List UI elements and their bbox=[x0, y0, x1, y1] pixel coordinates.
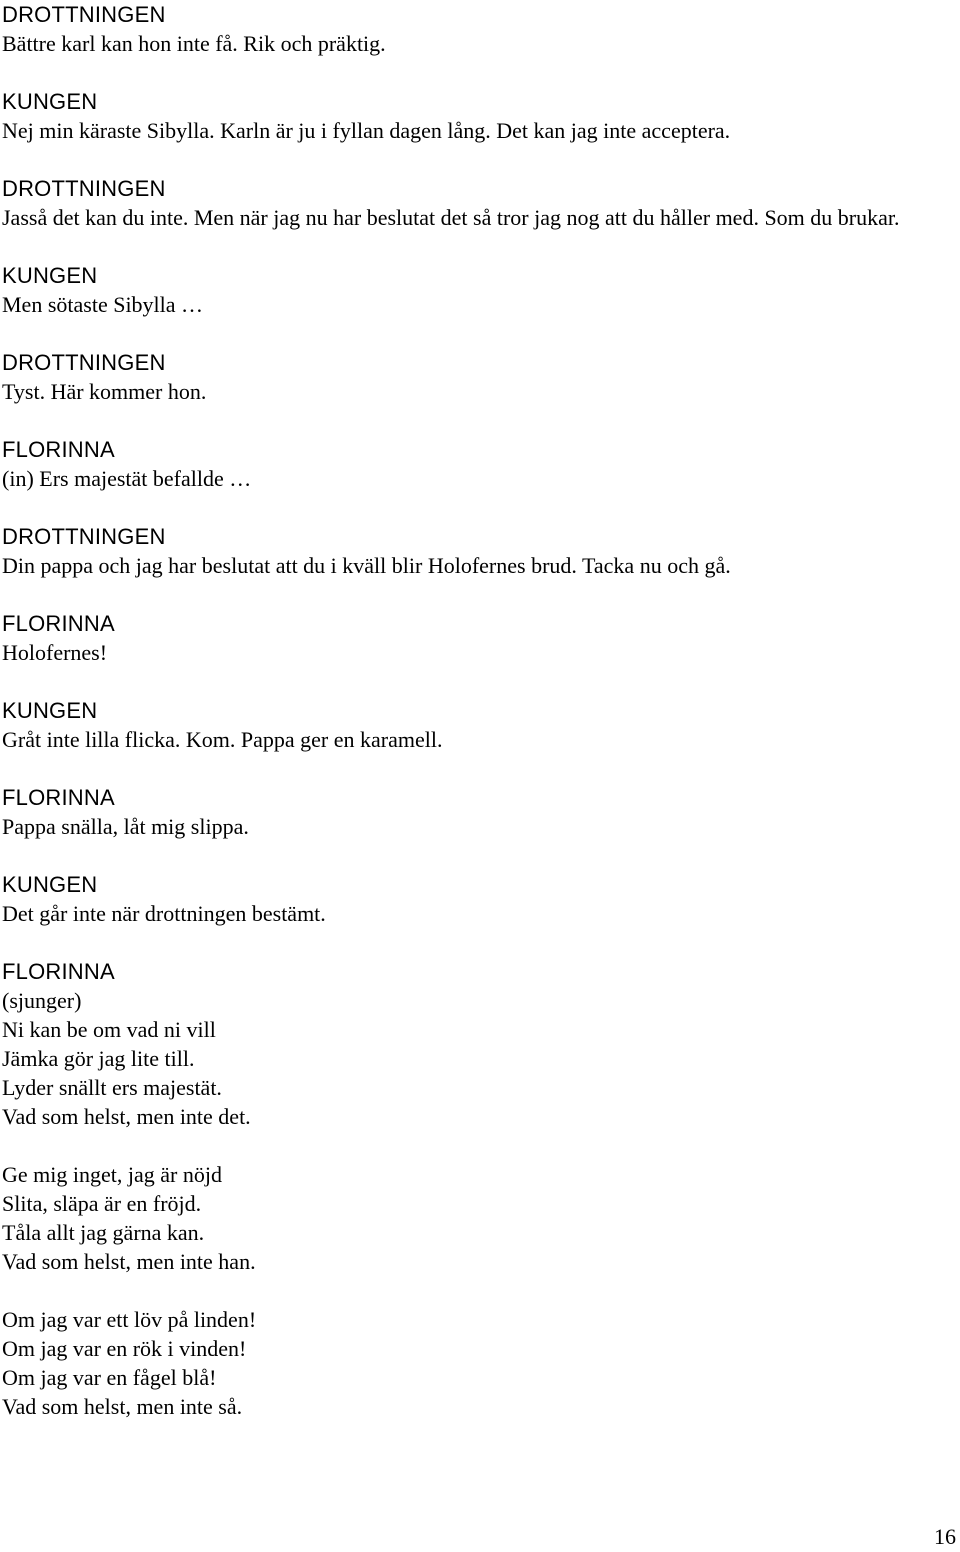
speaker-name: KUNGEN bbox=[2, 698, 98, 723]
song-line: Om jag var ett löv på linden! bbox=[2, 1307, 257, 1332]
song-line: Om jag var en rök i vinden! bbox=[2, 1336, 247, 1361]
song-stanza bbox=[2, 1160, 957, 1276]
script-text bbox=[2, 0, 957, 1450]
song-line: Vad som helst, men inte det. bbox=[2, 1104, 251, 1129]
dialogue-line: Holofernes! bbox=[2, 640, 108, 665]
song-stanza bbox=[2, 1015, 957, 1131]
dialogue-line: Men sötaste Sibylla … bbox=[2, 292, 204, 317]
dialogue-line: (in) Ers majestät befallde … bbox=[2, 466, 252, 491]
dialogue-line: Nej min käraste Sibylla. Karln är ju i fyllan dagen lång. Det kan jag inte acceptera. bbox=[2, 118, 731, 143]
stage-direction: (sjunger) bbox=[2, 988, 82, 1013]
speaker-name: DROTTNINGEN bbox=[2, 2, 166, 27]
dialogue-line: Jasså det kan du inte. Men när jag nu har beslutat det så tror jag nog att du håller med. Som du brukar. bbox=[2, 205, 900, 230]
speaker-name: FLORINNA bbox=[2, 959, 115, 984]
song-block bbox=[2, 957, 957, 1421]
dialogue-block bbox=[2, 783, 957, 841]
speaker-name: DROTTNINGEN bbox=[2, 176, 166, 201]
dialogue-line: Det går inte när drottningen bestämt. bbox=[2, 901, 326, 926]
dialogue-line: Din pappa och jag har beslutat att du i kväll blir Holofernes brud. Tacka nu och gå. bbox=[2, 553, 731, 578]
speaker-name: KUNGEN bbox=[2, 263, 98, 288]
song-line: Lyder snällt ers majestät. bbox=[2, 1075, 222, 1100]
speaker-name: DROTTNINGEN bbox=[2, 524, 166, 549]
song-line: Vad som helst, men inte han. bbox=[2, 1249, 256, 1274]
dialogue-line: Bättre karl kan hon inte få. Rik och präktig. bbox=[2, 31, 386, 56]
song-stanza bbox=[2, 1305, 957, 1421]
song-line: Ni kan be om vad ni vill bbox=[2, 1017, 216, 1042]
dialogue-block bbox=[2, 87, 957, 145]
speaker-name: KUNGEN bbox=[2, 89, 98, 114]
dialogue-line: Pappa snälla, låt mig slippa. bbox=[2, 814, 249, 839]
dialogue-block bbox=[2, 435, 957, 493]
dialogue-block bbox=[2, 870, 957, 928]
dialogue-block bbox=[2, 609, 957, 667]
dialogue-block bbox=[2, 348, 957, 406]
dialogue-line: Gråt inte lilla flicka. Kom. Pappa ger en karamell. bbox=[2, 727, 443, 752]
dialogue-line: Tyst. Här kommer hon. bbox=[2, 379, 207, 404]
song-line: Om jag var en fågel blå! bbox=[2, 1365, 217, 1390]
speaker-name: FLORINNA bbox=[2, 611, 115, 636]
dialogue-block bbox=[2, 174, 957, 232]
dialogue-block bbox=[2, 696, 957, 754]
dialogue-block bbox=[2, 261, 957, 319]
speaker-name: KUNGEN bbox=[2, 872, 98, 897]
dialogue-block bbox=[2, 0, 957, 58]
speaker-name: DROTTNINGEN bbox=[2, 350, 166, 375]
page-number: 16 bbox=[934, 1524, 956, 1549]
speaker-name: FLORINNA bbox=[2, 437, 115, 462]
song-line: Ge mig inget, jag är nöjd bbox=[2, 1162, 222, 1187]
dialogue-block bbox=[2, 522, 957, 580]
song-line: Vad som helst, men inte så. bbox=[2, 1394, 243, 1419]
song-line: Jämka gör jag lite till. bbox=[2, 1046, 195, 1071]
speaker-name: FLORINNA bbox=[2, 785, 115, 810]
song-line: Tåla allt jag gärna kan. bbox=[2, 1220, 205, 1245]
song-line: Slita, släpa är en fröjd. bbox=[2, 1191, 202, 1216]
